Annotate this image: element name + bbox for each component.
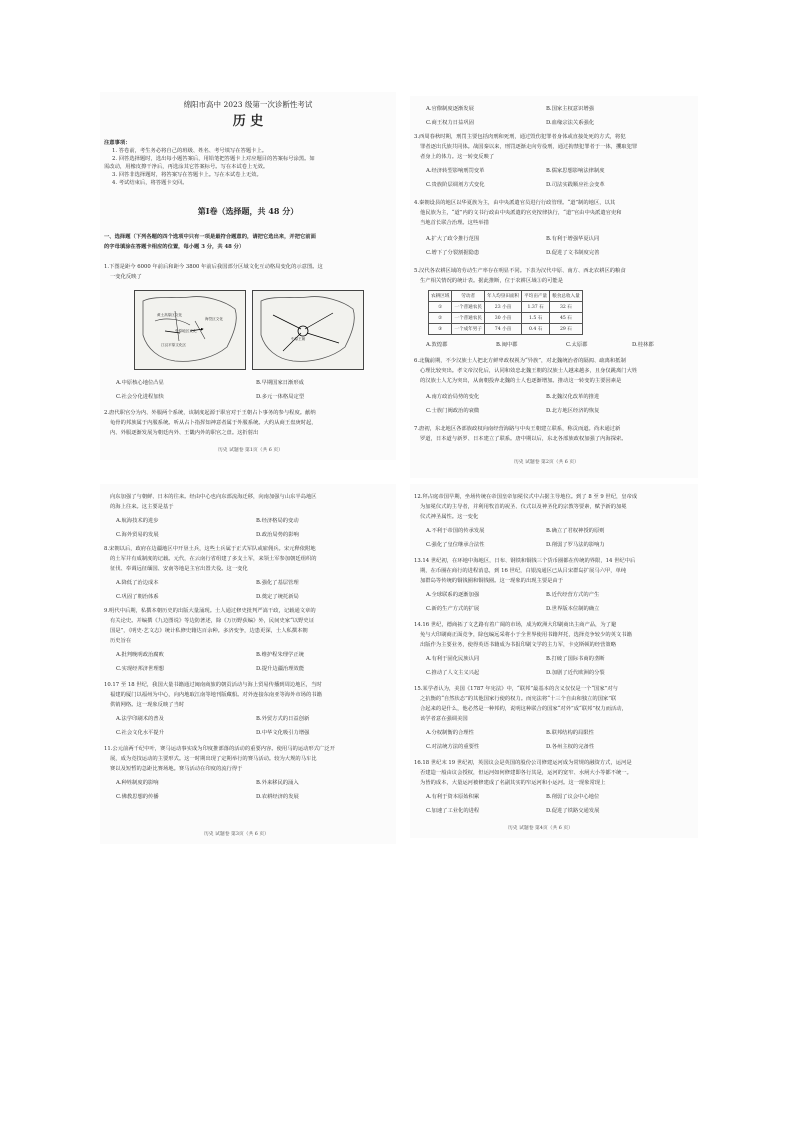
question-4-text: 他民族为主，“道”内的文书行政由中央派遣的官吏按律执行，“道”官由中央派遣官吏和 bbox=[420, 210, 622, 216]
table-header-cell: 农耕区域 bbox=[429, 291, 452, 302]
table-cell: 1.5 石 bbox=[522, 313, 550, 324]
q3-option-b: B.儒家思想影响法律制度 bbox=[546, 168, 605, 174]
section-heading: 的字母填涂在答题卡相应的位置，每小题 3 分，共 48 分） bbox=[104, 244, 245, 250]
exam-title: 绵阳市高中 2023 级第一次诊断性考试 bbox=[183, 100, 313, 109]
question-13-text: 期，在币圈在商行的进程消息，到 16 世纪，白银流通区已从吕宋群岛扩展马六甲，单纯 bbox=[420, 568, 627, 574]
table-header-cell: 粮食总收入量 bbox=[550, 291, 583, 302]
question-7-continued: 的海上往来。这主要是基于 bbox=[110, 504, 174, 510]
question-1-text: 一变化反映了 bbox=[110, 274, 142, 280]
q9-option-a: A.批判晚明政治腐败 bbox=[116, 652, 164, 658]
question-11-text: 赛以及短暂的急距比赛场地。赛马活动在印度的流行得于 bbox=[110, 766, 243, 772]
q5-option-a: A.敦煌郡 bbox=[426, 342, 448, 348]
notice-title: 注意事项： bbox=[104, 140, 131, 146]
question-10-text: 10.17 至 18 世纪，我国大量书籍通过闽南商旅的朝贡活动与海上贸易传播到周边地区，当时 bbox=[104, 682, 322, 688]
table-row bbox=[429, 324, 583, 335]
q10-option-d: D.中华文化吸引力增强 bbox=[256, 730, 310, 736]
map-label: 江汉平原文化区 bbox=[161, 343, 187, 347]
table-cell: 32 石 bbox=[550, 302, 583, 313]
q8-option-a: A.降低了治边成本 bbox=[116, 580, 159, 586]
table-row bbox=[429, 302, 583, 313]
q15-option-d: D.各州主权的完备性 bbox=[546, 744, 595, 750]
q10-option-a: A.法学印刷术的普及 bbox=[116, 716, 164, 722]
table-cell: 30 小亩 bbox=[484, 313, 521, 324]
question-14-text: 出版作为主要业务，使得英语书籍成为书报印刷文学的主力军，卡克斯顿的经营策略 bbox=[420, 642, 616, 648]
question-6-text: 的汉族士人尤为突出，从南朝投奔北魏的士人也逐渐增加。推动这一转变的主要因素是 bbox=[420, 378, 622, 384]
q6-option-b: B.北魏汉化改革的推进 bbox=[546, 394, 600, 400]
q9-option-d: D.提升边疆治理效能 bbox=[256, 666, 305, 672]
question-8-text: 征伐、奉调远征缅国、安南等地是主官出置夫役。这一变化 bbox=[110, 566, 248, 572]
map-label: 黄土高原区文化 bbox=[157, 313, 183, 317]
q2-option-a: A.官僚制度逐渐发展 bbox=[426, 106, 474, 112]
page-2 bbox=[410, 96, 698, 478]
table-header-cell: 年人均垦田面积 bbox=[484, 291, 521, 302]
q4-option-b: B.有利于增强华夏认同 bbox=[546, 236, 600, 242]
q10-option-c: C.社会文化水平提升 bbox=[116, 730, 164, 736]
q13-option-b: B.近代经营方式的产生 bbox=[546, 592, 600, 598]
question-13-text: 加群岛等传统的铜钱圈和铜钱圈。这一现象的出现主要是由于 bbox=[420, 578, 564, 584]
question-9-text: 9.明代中后期，私撰本朝历史的出版大量涌现。士人通过修史批判严嵩干政，记载通文章的 bbox=[104, 608, 316, 614]
q8-option-d: D.奠定了统托新局 bbox=[256, 594, 299, 600]
page-4 bbox=[410, 484, 698, 838]
page-footer: 历史 试题卷 第3页（共 6 页） bbox=[204, 832, 269, 837]
q11-option-d: D.农耕经济的发展 bbox=[256, 794, 299, 800]
question-6-text: 心理比较突出。孝文帝汉化后，认同和效忠北魏王朝的汉族士人越来越多，且身仅跳离门大姓 bbox=[420, 368, 638, 374]
q7-option-a: A.航海技术的进步 bbox=[116, 518, 159, 524]
table-cell: ③ bbox=[429, 324, 452, 335]
page-3 bbox=[100, 484, 396, 844]
question-4-text: 4.秦朝设县的地区以华夏族为主，由中央派遣官员进行行政管理。“道”制的地区，以其 bbox=[414, 200, 616, 206]
question-11-text: 11.公元前两千纪中叶，赛马运动事实成为印度推部落的活动的重要内容。使用马的运动形式广泛开 bbox=[104, 746, 335, 752]
question-16-text: 16.18 世纪末 19 世纪初，英国议会是英国的股份公司修建运河成为常规的融资方式，运河是 bbox=[414, 760, 632, 766]
q4-option-c: C.增下了分裂割据隐患 bbox=[426, 250, 480, 256]
q12-option-a: A.不利于帝国的传承发展 bbox=[426, 528, 485, 534]
table-cell: 45 石 bbox=[550, 313, 583, 324]
part-title: 第Ⅰ卷（选择题，共 48 分） bbox=[197, 206, 299, 216]
q4-option-a: A.扩大了政令推行范围 bbox=[426, 236, 480, 242]
page-footer: 历史 试题卷 第1页（共 6 页） bbox=[218, 448, 283, 453]
q2-option-c: C.商王权力日益巩固 bbox=[426, 120, 474, 126]
question-3-text: 3.西周春秋时期，刑罚主要包括肉刑和死刑，通过毁伤犯罪者身体或直接处死的方式，将犯 bbox=[414, 134, 626, 140]
page-1 bbox=[100, 92, 396, 460]
subject-title: 历 史 bbox=[232, 114, 264, 129]
question-2-text: 龟骨的邦族属于内服系统。听从占卜指挥知神意者属于外服系统。大约从商王盘庚时起， bbox=[110, 420, 317, 426]
question-14-text: 免与大印刷商正面竞争，除包编远采将小于全世界使用书籍拜托，选择竞争较少的英文书籍 bbox=[420, 632, 632, 638]
q7-option-c: C.海外贸易的发展 bbox=[116, 532, 159, 538]
question-6-text: 6.北魏前期，不少汉族士人把北方鲜卑政权视为“异族”，对北魏统治者的隔阂、疏离和抵制 bbox=[414, 358, 626, 364]
question-5-text: 5.汉代各农耕区域的劳动生产率存在明显不同。下表为汉代中原、南方、西北农耕区的粮食 bbox=[414, 268, 626, 274]
q1-option-c: C.社会分化进程加快 bbox=[116, 394, 164, 400]
question-7-text: 罗道，日本道与新罗、日本建立了联系。唐中期以后，东北各部族政权加强了内海探索。 bbox=[420, 436, 627, 442]
q9-option-b: B.维护程朱理学正统 bbox=[256, 652, 304, 658]
question-10-text: 供销网络。这一现象反映了当时 bbox=[110, 702, 185, 708]
q16-option-b: B.削弱了议会中心地位 bbox=[546, 794, 600, 800]
q13-option-c: C.新的生产方式的扩展 bbox=[426, 606, 480, 612]
q7-option-b: B.经济格局的变动 bbox=[256, 518, 299, 524]
table-row bbox=[429, 313, 583, 324]
q12-option-c: C.强化了皇位继承合法性 bbox=[426, 542, 485, 548]
question-5-text: 生产相关情况的统计表。据此推断，位于农耕区域③的可能是 bbox=[420, 278, 564, 284]
question-8-text: 8.宋朝以后，政府在边疆地区中开垦土兵，这些土兵属于正式军队或雇佣兵。宋元释依附地 bbox=[104, 546, 316, 552]
q3-option-c: C.贵族阶层调剂方式变化 bbox=[426, 182, 485, 188]
question-12-text: 12.拜占庭帝国早期，坐场传统在帝国皇帝加冕仪式中占据主导地位。到了 8 至 9 世纪，皇帝成 bbox=[414, 494, 638, 500]
question-2-text: 2.唐代职官分为内、外服两个系统，该制度起源于职官对于王朝占卜事务的参与程度。献纳 bbox=[104, 410, 316, 416]
q15-option-a: A.分权制衡的合理性 bbox=[426, 730, 474, 736]
q9-option-c: C.实现经邦济世理想 bbox=[116, 666, 164, 672]
page-footer: 历史 试题卷 第2页（共 6 页） bbox=[514, 460, 579, 465]
question-7-continued: 向东加强了与朝鲜、日本的往来。经由中心也向东部流海迁移，向南加强与山东半岛地区 bbox=[110, 494, 317, 500]
table-cell: ① bbox=[429, 302, 452, 313]
question-9-text: 历史旨在 bbox=[110, 638, 132, 644]
q13-option-d: D.世界版本位制的确立 bbox=[546, 606, 600, 612]
q3-option-d: D.司法实践顺应社会变革 bbox=[546, 182, 605, 188]
question-11-text: 展，成为竞技运动的主要形式。这一时期出现了定期举行的赛马活动。较为大规的马车比 bbox=[110, 756, 317, 762]
table-cell: 23 小亩 bbox=[484, 302, 521, 313]
notice-line: 需改动，用橡皮擦干净后，再选涂其它答案标号。写在本试卷上无效。 bbox=[104, 164, 269, 170]
section-heading: 一、选择题（下列各题的四个选项中只有一项是最符合题意的，请把它选出来，并把它前面 bbox=[104, 234, 316, 240]
q5-option-b: B.闽中郡 bbox=[496, 342, 518, 348]
map-6000-years bbox=[134, 290, 246, 370]
q1-option-b: B.早期国家日渐形成 bbox=[256, 380, 304, 386]
q11-option-b: B.外来移民的涌入 bbox=[256, 780, 299, 786]
q11-option-a: A.种姓制度的影响 bbox=[116, 780, 159, 786]
question-16-text: 为皆的成本，大量运河被修建成了名副其实的窄运河和小运河。这一现象常现上 bbox=[420, 780, 606, 786]
question-12-text: 仪式神圣属性。这一变化 bbox=[420, 514, 479, 520]
notice-line: 1. 答卷前，考生务必将自己的班级、姓名、考号填写在答题卡上。 bbox=[112, 148, 268, 154]
question-8-text: 的土军并有成制度的记载。元代，在云南行省组建了多支土军，来领土军参加朝廷组织的 bbox=[110, 556, 317, 562]
q16-option-a: A.有利于资本原始积累 bbox=[426, 794, 480, 800]
table-cell: ② bbox=[429, 313, 452, 324]
q3-option-a: A.经济转型影响刑罚变革 bbox=[426, 168, 485, 174]
notice-line: 2. 回答选择题时，选出每小题答案后，用铅笔把答题卡上对应题目的答案标号涂黑。如 bbox=[112, 156, 315, 162]
table-cell: 一个成年男子 bbox=[452, 324, 485, 335]
table-header-cell: 劳动者 bbox=[452, 291, 485, 302]
question-4-text: 当地首长联合治理。这些举措 bbox=[420, 220, 489, 226]
question-15-text: 该学者意在强调美国 bbox=[420, 716, 468, 722]
map-label: 中原王朝 bbox=[291, 337, 306, 341]
map-label: 中原地区文化 bbox=[175, 329, 197, 333]
question-7-text: 7.唐初，东北地区各部族政权向南经营海路与中央王朝建立联系，称贡而道。尚未通过新 bbox=[414, 426, 621, 432]
q16-option-d: D.促进了铁路交通发展 bbox=[546, 808, 600, 814]
q12-option-d: D.削弱了罗马法的影响力 bbox=[546, 542, 605, 548]
map-3800-years bbox=[252, 290, 364, 370]
question-2-text: 内、外服逐渐发展为朝廷内外、王畿内外的职官之盘。这折射出 bbox=[110, 430, 259, 436]
q5-option-c: C.太原郡 bbox=[566, 342, 588, 348]
question-1-text: 1.下图是距今 6000 年前后和距今 3800 年前后我国部分区域文化互动格局变化的示意图。这 bbox=[104, 264, 323, 270]
table-cell: 74 小亩 bbox=[484, 324, 521, 335]
q14-option-d: D.加剧了近代欧洲的分裂 bbox=[546, 670, 605, 676]
q15-option-b: B.联邦结构的局限性 bbox=[546, 730, 594, 736]
q11-option-c: C.佛教思想的传播 bbox=[116, 794, 159, 800]
q16-option-c: C.加速了工业化的进程 bbox=[426, 808, 480, 814]
question-13-text: 13.14 世纪初，在环地中海地区，日布、钢铁和铜钱三个货币圈都在传统的界限，14 世纪中后 bbox=[414, 558, 636, 564]
table-cell: 一个普通农民 bbox=[452, 302, 485, 313]
question-9-text: 有关论史。并编撰《九边图说》等边防著述，除《万历野获编》外，民间史家“以野史证 bbox=[110, 618, 314, 624]
q14-option-c: C.推动了人文主义兴起 bbox=[426, 670, 480, 676]
q2-option-d: D.血缘宗法关系强化 bbox=[546, 120, 595, 126]
table-header-row bbox=[429, 291, 583, 302]
q1-option-a: A.中原核心地位凸显 bbox=[116, 380, 164, 386]
question-16-text: 否建造一般由议会授权，但运河如何修建即各行其是，运河的宽窄、水闸大小等都不统一。 bbox=[420, 770, 632, 776]
grain-table bbox=[428, 290, 583, 335]
notice-line: 4. 考试结束后，将答题卡交回。 bbox=[112, 180, 188, 186]
q2-option-b: B.国家主权意识增强 bbox=[546, 106, 594, 112]
question-3-text: 者身上的体力。这一转变反映了 bbox=[420, 154, 495, 160]
map-label: 海岱区文化 bbox=[205, 317, 223, 321]
q1-option-d: D.多元一体格局定型 bbox=[256, 394, 305, 400]
question-12-text: 为加冕仪式的主导者，并利用牧首的祝圣、仪式以及神圣化的宗教等要素，赋予新的加冕 bbox=[420, 504, 627, 510]
q10-option-b: B.外贸方式的日益创新 bbox=[256, 716, 310, 722]
q13-option-a: A.全球联系的逐渐加强 bbox=[426, 592, 480, 598]
q4-option-d: D.促进了文书制度完善 bbox=[546, 250, 600, 256]
question-15-text: 合起来的是什么，他必然是一种邦约，说明这种联合的国家“对外”成“联邦”权力而活动， bbox=[420, 706, 627, 712]
question-9-text: 国是”，《明史·艺文志》统计私修史籍达百余种。多济变争，边患更深，士人私撰本朝 bbox=[110, 628, 308, 634]
q14-option-a: A.有利于固化民族认同 bbox=[426, 656, 480, 662]
table-cell: 29 石 bbox=[550, 324, 583, 335]
map-outline-right bbox=[253, 291, 363, 369]
question-3-text: 罪者逐出氏族共同体。战国秦以来，刑罚逐渐走向劳役刑，通过拘禁犯罪者于一体，攫取犯罪 bbox=[420, 144, 638, 150]
q8-option-b: B.强化了基层管理 bbox=[256, 580, 299, 586]
question-15-text: 15.某学者认为，美国《1787 年宪法》中，“联邦”最基本的含义仅仅是一个“国家”对与 bbox=[414, 686, 618, 692]
q7-option-d: D.政治局势的影响 bbox=[256, 532, 299, 538]
q14-option-b: B.打破了国际书商的垄断 bbox=[546, 656, 605, 662]
q5-option-d: D.桂林郡 bbox=[632, 342, 654, 348]
table-cell: 一个普通农民 bbox=[452, 313, 485, 324]
question-14-text: 14.16 世纪，德商拓了文艺路有着广阔的市场，成为欧洲大印刷商出主商产品，为了避 bbox=[414, 622, 617, 628]
q6-option-c: C.士族门阀政治的衰微 bbox=[426, 408, 480, 414]
q6-option-a: A.南方政治局势的变化 bbox=[426, 394, 480, 400]
table-header-cell: 平均亩产量 bbox=[522, 291, 550, 302]
q8-option-c: C.巩固了朝治体系 bbox=[116, 594, 159, 600]
q6-option-d: D.北方地区经济的恢复 bbox=[546, 408, 600, 414]
question-15-text: 之抗衡的“自然状态”的其他国家行使的权力。而宪法将“十三个自由和独立的国家”联 bbox=[420, 696, 617, 702]
question-10-text: 福建的厦门以福州为中心，向内地取江南等地刊版藏船。对外连接东南亚等海外市场的书籍 bbox=[110, 692, 322, 698]
q15-option-c: C.对法统方法的重要性 bbox=[426, 744, 480, 750]
page-footer: 历史 试题卷 第4页（共 6 页） bbox=[508, 826, 573, 831]
table-cell: 0.4 石 bbox=[522, 324, 550, 335]
notice-line: 3. 回答非选择题时，将答案写在答题卡上。写在本试卷上无效。 bbox=[112, 172, 262, 178]
table-cell: 1.37 石 bbox=[522, 302, 550, 313]
q12-option-b: B.确立了君权神授的原则 bbox=[546, 528, 605, 534]
